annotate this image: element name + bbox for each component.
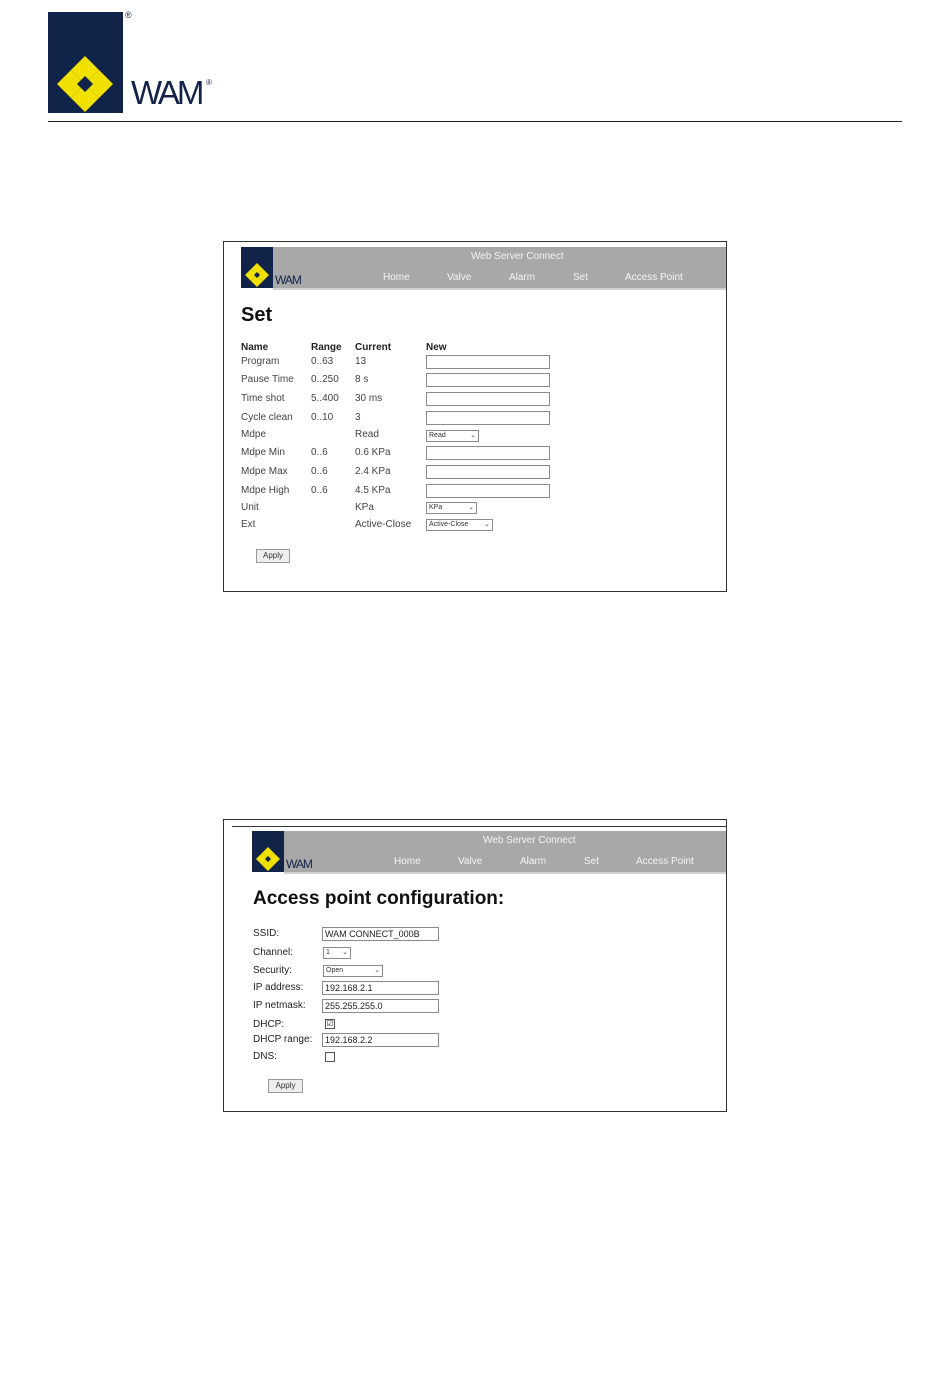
channel-select[interactable] bbox=[323, 947, 351, 959]
wam-logo bbox=[48, 12, 214, 113]
row-current: Read bbox=[355, 429, 379, 440]
row-range: 5..400 bbox=[311, 393, 339, 404]
nav-set[interactable]: Set bbox=[573, 272, 589, 283]
set-page-screenshot bbox=[223, 241, 727, 592]
row-name: Pause Time bbox=[241, 374, 294, 385]
header-underline bbox=[273, 288, 726, 290]
web-brand: WAM bbox=[286, 857, 312, 871]
ip-netmask-label: IP netmask: bbox=[253, 1000, 306, 1011]
registered-mark: ® bbox=[125, 10, 132, 20]
page-title: Access point configuration: bbox=[253, 888, 505, 909]
row-name: Mdpe Max bbox=[241, 466, 288, 477]
row-name: Cycle clean bbox=[241, 412, 293, 423]
row-name: Ext bbox=[241, 519, 256, 530]
program-new-input[interactable] bbox=[426, 355, 550, 369]
dhcp-label: DHCP: bbox=[253, 1019, 285, 1030]
column-header-new: New bbox=[426, 342, 447, 353]
row-current: 13 bbox=[355, 356, 367, 367]
time-shot-new-input[interactable] bbox=[426, 392, 550, 406]
mdpe-min-new-input[interactable] bbox=[426, 446, 550, 460]
top-divider bbox=[232, 826, 726, 827]
row-current: Active-Close bbox=[355, 519, 412, 530]
nav-set[interactable]: Set bbox=[584, 856, 600, 867]
registered-mark: ® bbox=[206, 78, 212, 87]
chevron-down-icon: ⌄ bbox=[374, 967, 380, 974]
ip-address-label: IP address: bbox=[253, 982, 304, 993]
select-value: Open bbox=[326, 967, 344, 974]
mdpe-max-new-input[interactable] bbox=[426, 465, 550, 479]
row-range: 0..6 bbox=[311, 447, 328, 458]
security-label: Security: bbox=[253, 965, 292, 976]
row-current: 4.5 KPa bbox=[355, 485, 391, 496]
nav-access-point[interactable]: Access Point bbox=[625, 272, 683, 283]
row-current: 30 ms bbox=[355, 393, 383, 404]
dhcp-range-label: DHCP range: bbox=[253, 1034, 313, 1045]
row-current: KPa bbox=[355, 502, 374, 513]
row-range: 0..250 bbox=[311, 374, 339, 385]
select-value: Active-Close bbox=[429, 521, 469, 528]
row-current: 8 s bbox=[355, 374, 369, 385]
chevron-down-icon: ⌄ bbox=[342, 949, 348, 956]
ssid-label: SSID: bbox=[253, 928, 280, 939]
site-title: Web Server Connect bbox=[471, 251, 564, 262]
row-name: Time shot bbox=[241, 393, 285, 404]
dhcp-range-input[interactable]: 192.168.2.2 bbox=[322, 1033, 439, 1047]
row-name: Mdpe Min bbox=[241, 447, 285, 458]
column-header-current: Current bbox=[355, 342, 392, 353]
row-range: 0..63 bbox=[311, 356, 334, 367]
row-name: Mdpe bbox=[241, 429, 267, 440]
web-brand: WAM bbox=[275, 273, 301, 287]
nav-valve[interactable]: Valve bbox=[447, 272, 472, 283]
nav-valve[interactable]: Valve bbox=[458, 856, 483, 867]
wam-diamond-icon bbox=[241, 247, 273, 288]
apply-button[interactable]: Apply bbox=[256, 549, 290, 563]
web-logo bbox=[241, 247, 273, 288]
mdpe-select[interactable] bbox=[426, 430, 479, 442]
channel-label: Channel: bbox=[253, 947, 294, 958]
web-logo bbox=[252, 831, 284, 872]
unit-select[interactable] bbox=[426, 502, 477, 514]
header-underline bbox=[284, 872, 726, 874]
row-range: 0..6 bbox=[311, 466, 328, 477]
row-range: 0..10 bbox=[311, 412, 334, 423]
header-divider bbox=[48, 121, 902, 122]
nav-home[interactable]: Home bbox=[394, 856, 421, 867]
row-current: 2.4 KPa bbox=[355, 466, 391, 477]
page-title: Set bbox=[241, 304, 273, 326]
pause-time-new-input[interactable] bbox=[426, 373, 550, 387]
apply-button[interactable]: Apply bbox=[268, 1079, 303, 1093]
select-value: 1 bbox=[326, 949, 330, 956]
nav-home[interactable]: Home bbox=[383, 272, 410, 283]
nav-access-point[interactable]: Access Point bbox=[636, 856, 694, 867]
cycle-clean-new-input[interactable] bbox=[426, 411, 550, 425]
ip-netmask-input[interactable]: 255.255.255.0 bbox=[322, 999, 439, 1013]
row-name: Mdpe High bbox=[241, 485, 290, 496]
chevron-down-icon: ⌄ bbox=[468, 504, 474, 511]
select-value: KPa bbox=[429, 504, 443, 511]
dns-label: DNS: bbox=[253, 1051, 277, 1062]
logo-block bbox=[48, 12, 123, 113]
mdpe-high-new-input[interactable] bbox=[426, 484, 550, 498]
column-header-name: Name bbox=[241, 342, 269, 353]
row-range: 0..6 bbox=[311, 485, 328, 496]
web-header-bar bbox=[252, 831, 726, 872]
row-current: 3 bbox=[355, 412, 361, 423]
column-header-range: Range bbox=[311, 342, 342, 353]
ext-select[interactable] bbox=[426, 519, 493, 531]
chevron-down-icon: ⌄ bbox=[470, 432, 476, 439]
nav-alarm[interactable]: Alarm bbox=[520, 856, 547, 867]
wam-diamond-icon bbox=[48, 12, 123, 113]
row-name: Unit bbox=[241, 502, 259, 513]
select-value: Read bbox=[429, 432, 446, 439]
dhcp-checkbox[interactable]: ☑ bbox=[326, 1019, 334, 1028]
chevron-down-icon: ⌄ bbox=[484, 521, 490, 528]
dns-checkbox[interactable] bbox=[325, 1052, 335, 1062]
web-header-bar bbox=[241, 247, 726, 288]
wam-diamond-icon bbox=[252, 831, 284, 872]
site-title: Web Server Connect bbox=[483, 835, 576, 846]
security-select[interactable] bbox=[323, 965, 383, 977]
ip-address-input[interactable]: 192.168.2.1 bbox=[322, 981, 439, 995]
access-point-screenshot bbox=[223, 819, 727, 1112]
ssid-input[interactable]: WAM CONNECT_000B bbox=[322, 927, 439, 941]
row-current: 0.6 KPa bbox=[355, 447, 391, 458]
nav-alarm[interactable]: Alarm bbox=[509, 272, 536, 283]
row-name: Program bbox=[241, 356, 280, 367]
brand-name: WAM bbox=[131, 74, 202, 111]
